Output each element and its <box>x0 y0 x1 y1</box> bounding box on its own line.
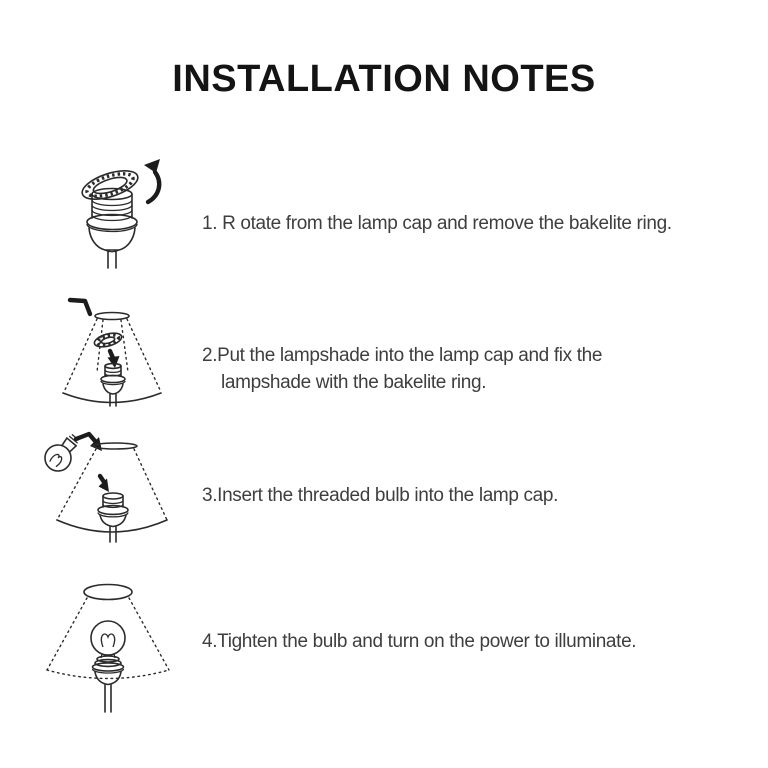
power-cord-icon <box>70 300 90 314</box>
light-bulb-icon <box>91 621 125 658</box>
lampshade-icon <box>57 443 167 532</box>
step-3-line-1: 3.Insert the threaded bulb into the lamp cap. <box>202 485 559 506</box>
down-arrow-icon <box>108 351 120 368</box>
page-title: INSTALLATION NOTES <box>172 58 596 100</box>
lampshade-icon <box>47 585 169 679</box>
step-1-illustration <box>80 156 192 274</box>
step-3-text <box>202 483 558 510</box>
step-1-text <box>202 211 672 238</box>
step-4-text <box>202 629 636 656</box>
lamp-cap-icon <box>98 493 128 542</box>
step-2-text <box>202 343 602 396</box>
lamp-cap-icon <box>87 189 137 269</box>
step-2-line-1: 2.Put the lampshade into the lamp cap and fix the <box>202 345 603 366</box>
step-2-line-2: lampshade with the bakelite ring. <box>221 371 487 393</box>
step-1-line-1: 1. R otate from the lamp cap and remove the bakelite ring. <box>202 213 672 234</box>
lamp-socket-icon <box>93 656 124 712</box>
rotate-arrow-icon <box>144 159 160 202</box>
step-2-illustration <box>53 292 175 414</box>
lamp-cap-icon <box>101 364 125 406</box>
down-arrow-icon <box>99 476 110 492</box>
step-3-illustration <box>38 430 176 562</box>
step-4-line-1: 4.Tighten the bulb and turn on the power to illuminate. <box>202 631 637 652</box>
bakelite-ring-icon <box>93 331 123 350</box>
step-4-illustration <box>40 577 176 713</box>
